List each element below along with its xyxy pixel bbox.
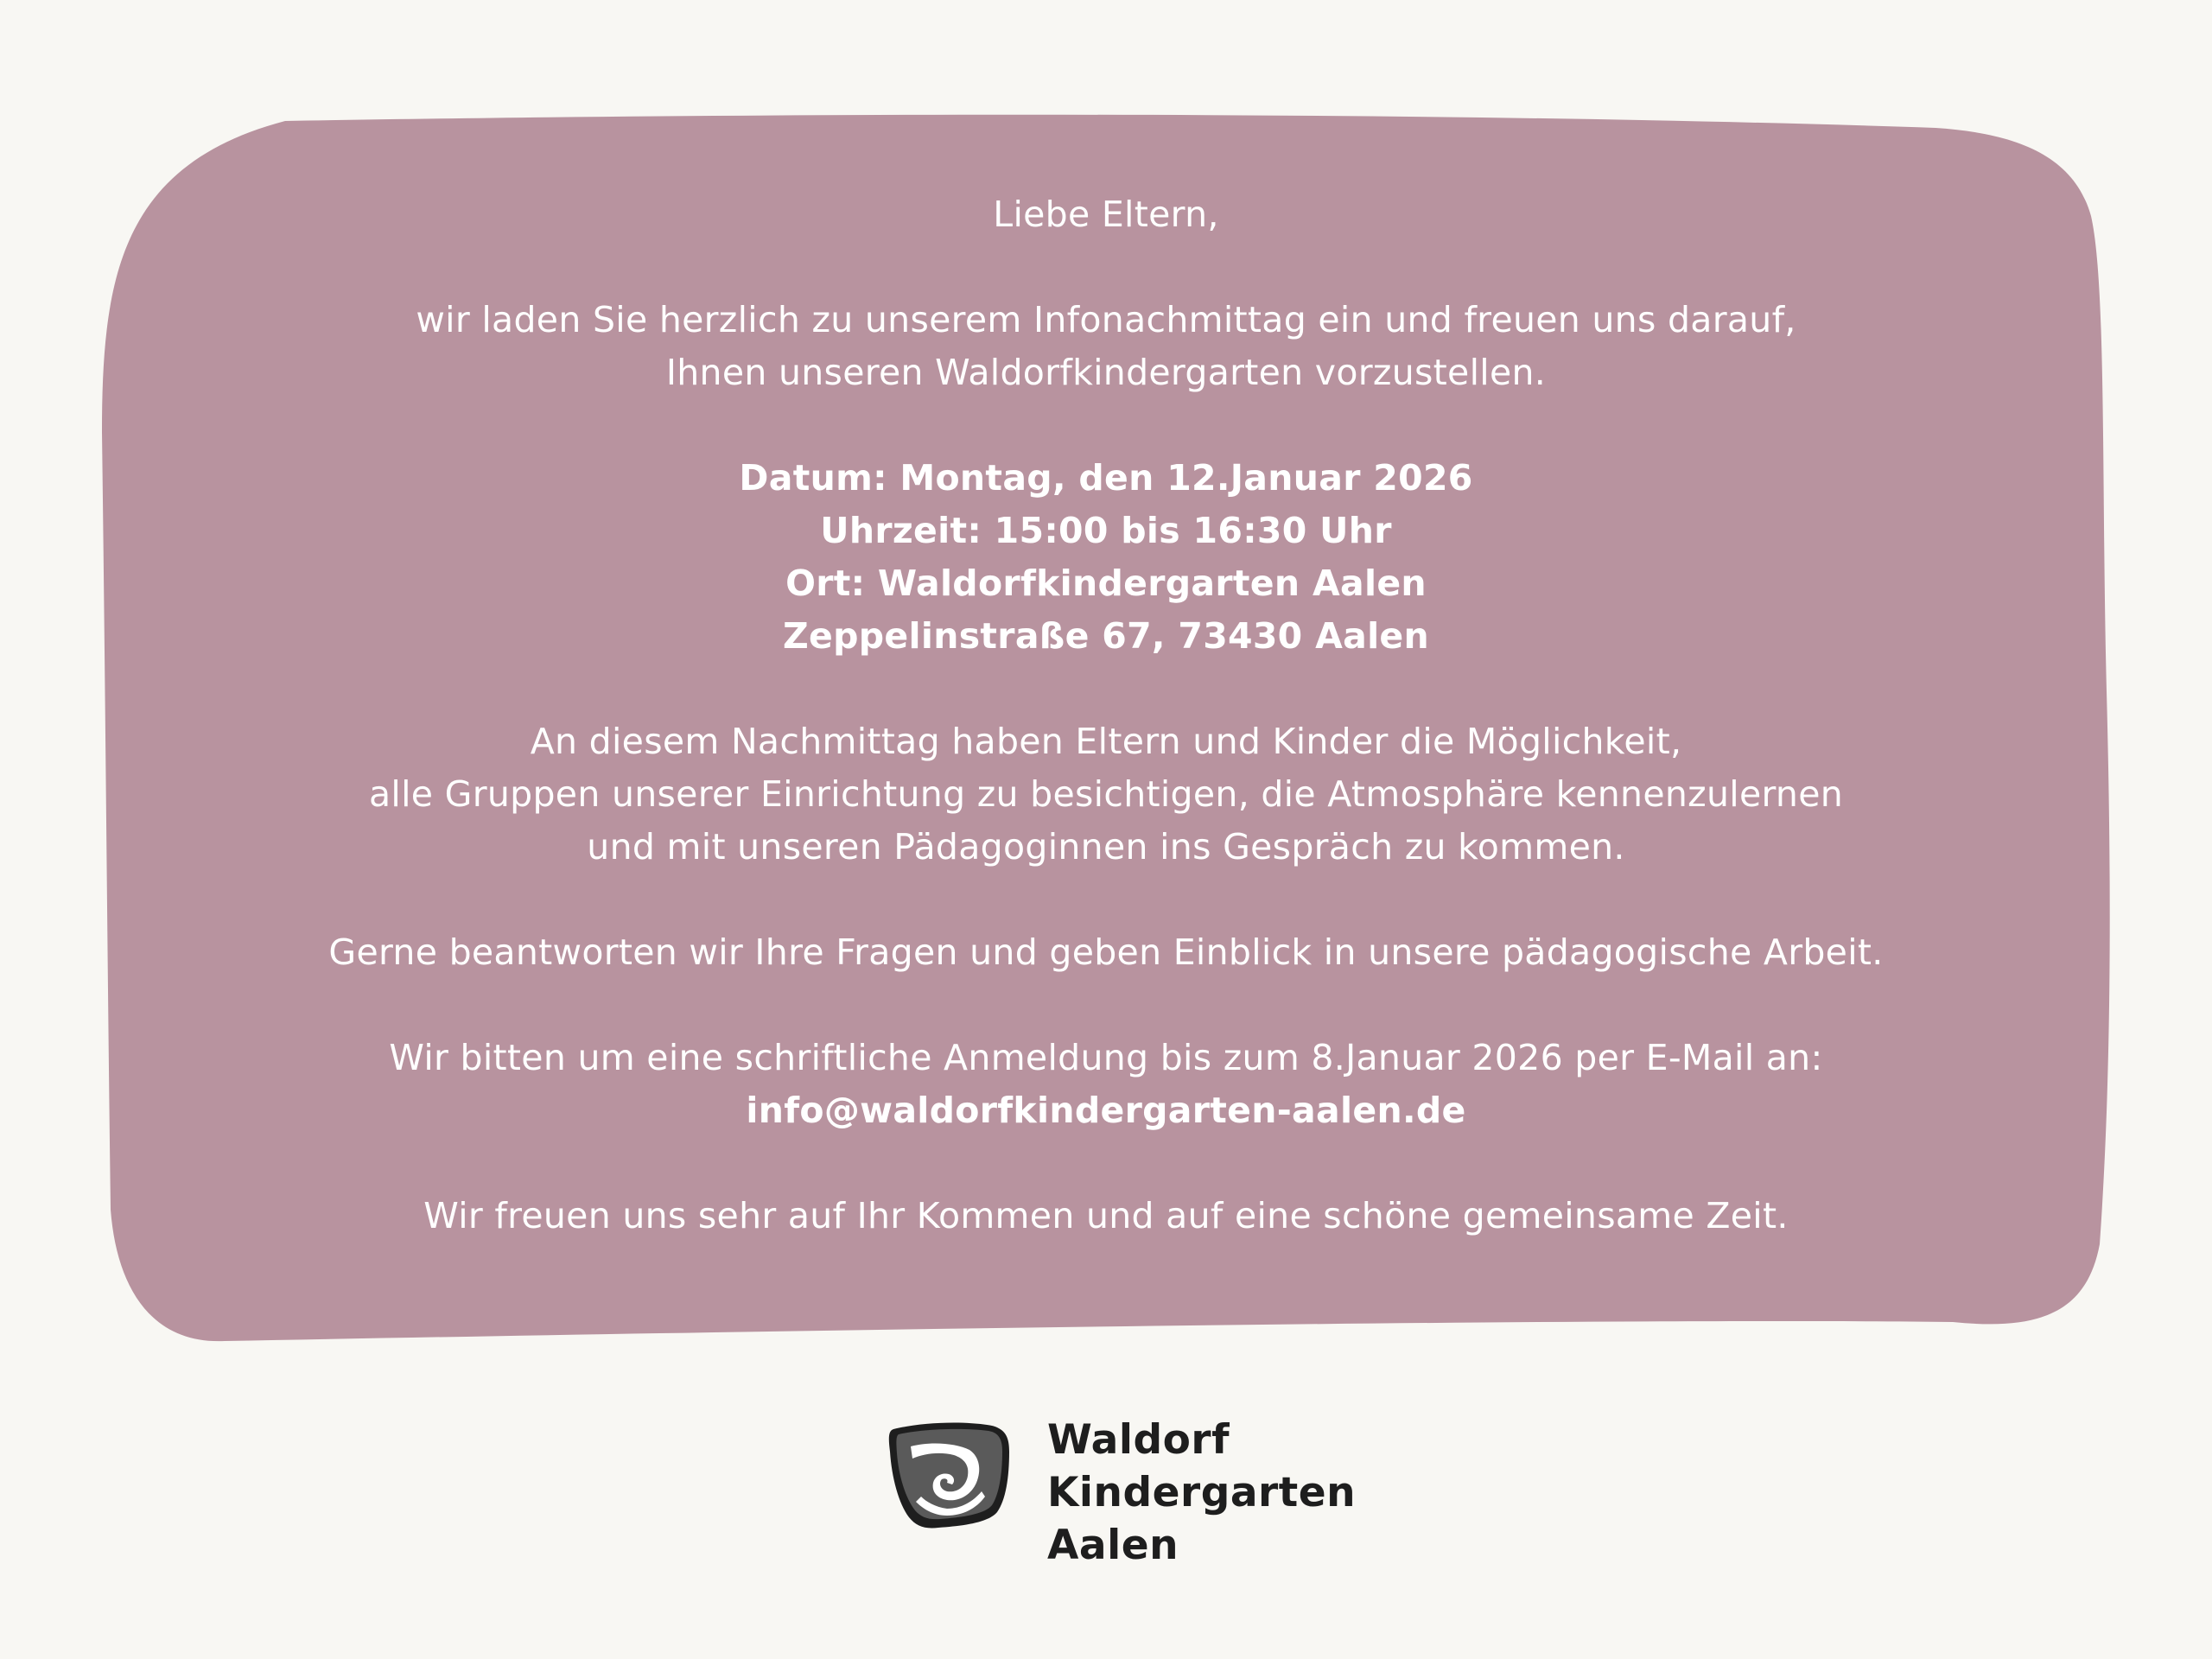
spacer (173, 663, 2039, 715)
event-time: Uhrzeit: 15:00 bis 16:30 Uhr (820, 510, 1392, 551)
description-line: An diesem Nachmittag haben Eltern und Kinder die Möglichkeit, (530, 721, 1682, 762)
spacer (173, 241, 2039, 294)
spacer (173, 1137, 2039, 1190)
closing-text: Wir freuen uns sehr auf Ihr Kommen und auf eine schöne gemeinsame Zeit. (423, 1195, 1789, 1236)
spacer (173, 979, 2039, 1032)
logo-line-kindergarten: Kindergarten (1047, 1469, 1357, 1516)
kindergarten-logo (887, 1414, 1357, 1569)
description-line: und mit unseren Pädagoginnen ins Gespräch zu kommen. (587, 826, 1625, 868)
spacer (173, 874, 2039, 926)
intro-line: wir laden Sie herzlich zu unserem Infonachmittag ein und freuen uns darauf, (416, 299, 1796, 340)
event-address: Zeppelinstraße 67, 73430 Aalen (782, 615, 1430, 657)
registration-text: Wir bitten um eine schriftliche Anmeldung bis zum 8.Januar 2026 per E-Mail an: (389, 1037, 1823, 1078)
email-link[interactable]: info@waldorfkindergarten-aalen.de (746, 1090, 1466, 1131)
logo-line-aalen: Aalen (1047, 1522, 1179, 1569)
description-line: alle Gruppen unserer Einrichtung zu besichtigen, die Atmosphäre kennenzulernen (368, 773, 1844, 815)
event-date: Datum: Montag, den 12.Januar 2026 (739, 457, 1473, 499)
spacer (173, 399, 2039, 452)
event-place: Ort: Waldorfkindergarten Aalen (785, 563, 1427, 604)
intro-line: Ihnen unseren Waldorfkindergarten vorzustellen. (665, 352, 1547, 393)
logo-line-waldorf: Waldorf (1047, 1416, 1230, 1464)
logo-wordmark (1047, 1414, 1356, 1572)
greeting: Liebe Eltern, (993, 194, 1219, 235)
questions-text: Gerne beantworten wir Ihre Fragen und geben Einblick in unsere pädagogische Arbeit. (328, 931, 1884, 973)
invitation-text (173, 188, 2039, 1243)
logo-emblem-icon (887, 1417, 1012, 1534)
